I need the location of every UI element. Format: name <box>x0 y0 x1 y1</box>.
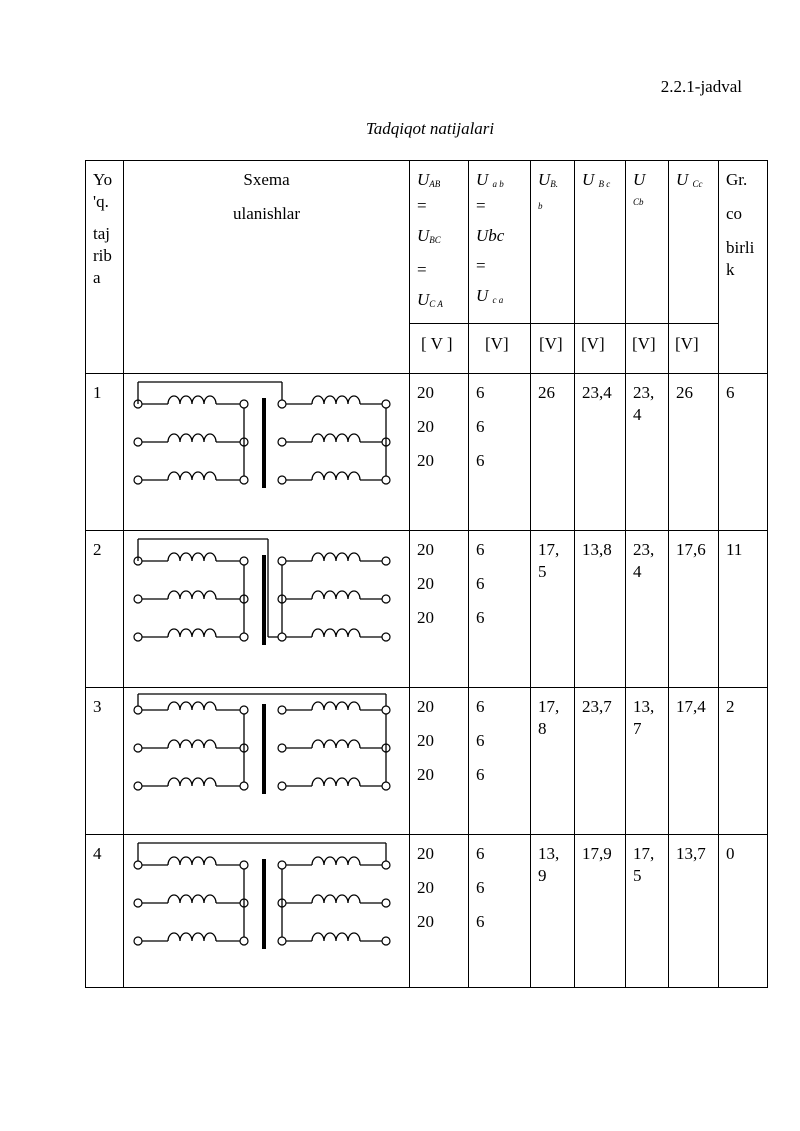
winding-coil <box>168 702 216 710</box>
experiment-number: 4 <box>86 835 124 988</box>
terminal <box>240 557 248 565</box>
terminal <box>278 400 286 408</box>
header-u-cb: U Cb <box>626 161 669 324</box>
terminal <box>240 400 248 408</box>
group-value: 2 <box>719 688 768 835</box>
u-cc-value: 17,4 <box>669 688 719 835</box>
u-cc-value: 17,6 <box>669 531 719 688</box>
header-scheme: Sxema ulanishlar <box>124 161 410 374</box>
winding-coil <box>168 895 216 903</box>
u-ab-values: 20 20 20 <box>410 531 469 688</box>
u-bb-value: 17, 8 <box>531 688 575 835</box>
terminal <box>382 557 390 565</box>
terminal <box>240 706 248 714</box>
winding-coil <box>168 472 216 480</box>
winding-coil <box>168 591 216 599</box>
u-bc-value: 17,9 <box>575 835 626 988</box>
u-ab-small-values: 6 6 6 <box>469 374 531 531</box>
group-value: 11 <box>719 531 768 688</box>
experiment-number: 3 <box>86 688 124 835</box>
header-u-ab-small: U $_{a b}$ = Ubc = U $_{c a}$ <box>469 161 531 324</box>
header-u-bb: $U_{B.}$ b <box>531 161 575 324</box>
winding-coil <box>312 740 360 748</box>
terminal <box>134 744 142 752</box>
terminal <box>382 937 390 945</box>
terminal <box>134 633 142 641</box>
terminal <box>278 438 286 446</box>
winding-coil <box>312 434 360 442</box>
terminal <box>278 782 286 790</box>
u-cc-value: 26 <box>669 374 719 531</box>
terminal <box>134 937 142 945</box>
terminal <box>278 706 286 714</box>
winding-coil <box>312 472 360 480</box>
terminal <box>382 400 390 408</box>
unit-cell: [V] <box>669 324 719 374</box>
winding-coil <box>312 895 360 903</box>
winding-coil <box>312 857 360 865</box>
terminal <box>240 861 248 869</box>
terminal <box>134 899 142 907</box>
group-value: 0 <box>719 835 768 988</box>
header-u-cc: U $_{Cc}$ <box>669 161 719 324</box>
terminal <box>240 476 248 484</box>
table-row <box>86 374 768 531</box>
terminal <box>382 595 390 603</box>
winding-coil <box>312 396 360 404</box>
table-title: Tadqiqot natijalari <box>365 119 495 138</box>
connection-scheme-2 <box>124 531 410 688</box>
winding-coil <box>168 933 216 941</box>
terminal <box>278 557 286 565</box>
connection-scheme-3 <box>124 688 410 835</box>
group-value: 6 <box>719 374 768 531</box>
terminal <box>134 476 142 484</box>
terminal <box>240 633 248 641</box>
table-row <box>86 688 768 835</box>
u-cb-value: 23, 4 <box>626 531 669 688</box>
terminal <box>382 899 390 907</box>
u-cb-value: 23, 4 <box>626 374 669 531</box>
terminal <box>134 861 142 869</box>
u-bc-value: 13,8 <box>575 531 626 688</box>
winding-coil <box>312 933 360 941</box>
terminal <box>134 438 142 446</box>
unit-cell: [V] <box>469 324 531 374</box>
table-number-label: 2.2.1-jadval <box>660 77 742 96</box>
terminal <box>240 782 248 790</box>
table-row <box>86 531 768 688</box>
terminal <box>278 861 286 869</box>
results-table <box>85 160 768 988</box>
winding-coil <box>168 778 216 786</box>
terminal <box>382 476 390 484</box>
u-ab-small-values: 6 6 6 <box>469 531 531 688</box>
terminal <box>278 476 286 484</box>
terminal <box>382 782 390 790</box>
unit-cell: [V] <box>626 324 669 374</box>
u-bb-value: 26 <box>531 374 575 531</box>
winding-coil <box>168 396 216 404</box>
terminal <box>278 633 286 641</box>
table-row <box>86 835 768 988</box>
unit-cell: [V] <box>531 324 575 374</box>
winding-coil <box>168 629 216 637</box>
u-ab-small-values: 6 6 6 <box>469 835 531 988</box>
u-cc-value: 13,7 <box>669 835 719 988</box>
u-cb-value: 13, 7 <box>626 688 669 835</box>
experiment-number: 2 <box>86 531 124 688</box>
terminal <box>382 633 390 641</box>
winding-coil <box>312 553 360 561</box>
terminal <box>278 937 286 945</box>
terminal <box>240 937 248 945</box>
winding-coil <box>312 778 360 786</box>
header-u-ab: $U_{AB}$ = $U_{BC}$ = $U_{C A}$ <box>410 161 469 324</box>
header-experiment-no: Yo 'q. taj rib a <box>86 161 124 374</box>
unit-cell: [ V ] <box>410 324 469 374</box>
unit-cell: [V] <box>575 324 626 374</box>
u-bb-value: 13, 9 <box>531 835 575 988</box>
u-ab-values: 20 20 20 <box>410 835 469 988</box>
terminal <box>382 861 390 869</box>
u-ab-values: 20 20 20 <box>410 374 469 531</box>
u-bb-value: 17, 5 <box>531 531 575 688</box>
terminal <box>278 744 286 752</box>
u-bc-value: 23,7 <box>575 688 626 835</box>
connection-scheme-1 <box>124 374 410 531</box>
winding-coil <box>168 857 216 865</box>
header-group: Gr. co birli k <box>719 161 768 374</box>
header-u-bc: U $_{B c}$ <box>575 161 626 324</box>
winding-coil <box>168 740 216 748</box>
terminal <box>382 706 390 714</box>
u-cb-value: 17, 5 <box>626 835 669 988</box>
winding-coil <box>312 591 360 599</box>
winding-coil <box>312 702 360 710</box>
terminal <box>134 595 142 603</box>
u-ab-values: 20 20 20 <box>410 688 469 835</box>
u-bc-value: 23,4 <box>575 374 626 531</box>
winding-coil <box>168 434 216 442</box>
terminal <box>134 706 142 714</box>
u-ab-small-values: 6 6 6 <box>469 688 531 835</box>
connection-scheme-4 <box>124 835 410 988</box>
experiment-number: 1 <box>86 374 124 531</box>
winding-coil <box>168 553 216 561</box>
terminal <box>134 782 142 790</box>
winding-coil <box>312 629 360 637</box>
